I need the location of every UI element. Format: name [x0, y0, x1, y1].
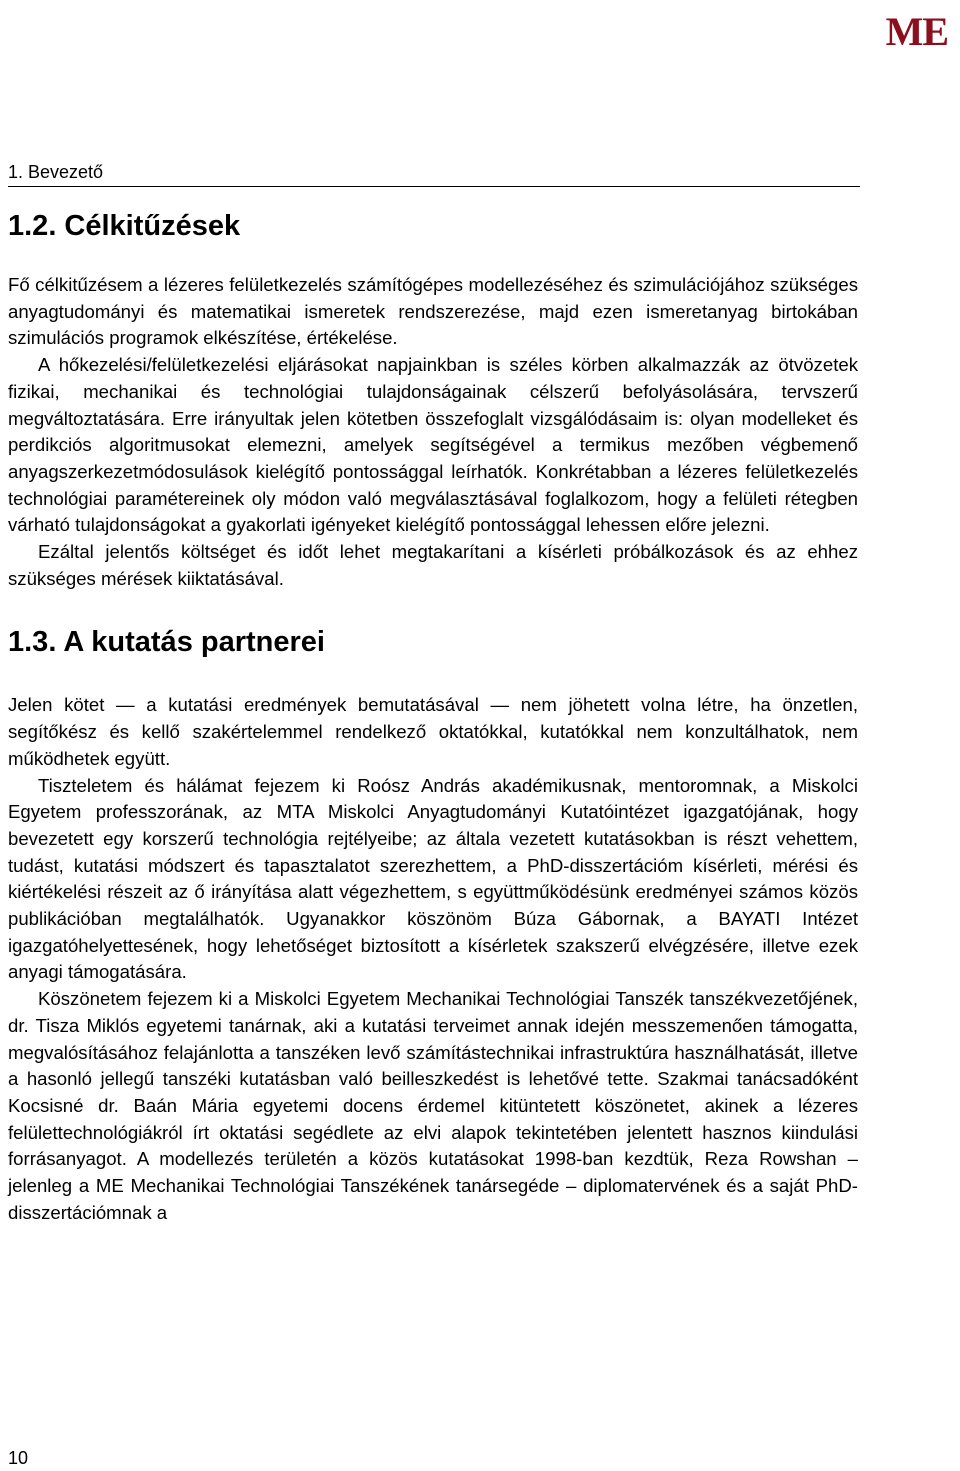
- aims-paragraph-1: Fő célkitűzésem a lézeres felületkezelés számítógépes modellezéséhez és szimulációjához szükséges anyagtudományi és matematikai ismeretek rendszerezése, majd ezen ismeretanyag birtokában szimulációs programok elkészítése, értékelése.: [8, 274, 858, 349]
- running-header: 1. Bevezető: [8, 160, 860, 187]
- partners-paragraph-3: Köszönetem fejezem ki a Miskolci Egyetem Mechanikai Technológiai Tanszék tanszékvezetőjének, dr. Tisza Miklós egyetemi tanárnak, aki a kutatási terveimet annak idején messzemenően támogatta, megvalósításához felajánlotta a tanszéken levő számítástechnikai infrastruktúra használhatását, illetve a hasonló jellegű tanszéki kutatásban való beilleszkedést is lehetővé tette. Szakmai tanácsadóként Kocsisné dr. Baán Mária egyetemi docens érdemel kitüntetett köszönetet, akinek a lézeres felülettechnológiákról írt oktatási segédlete az elvi alapok tekintetében jelentett hasznos kiindulási forrásanyagot. A modellezés területén a közös kutatásokat 1998-ban kezdtük, Reza Rowshan – jelenleg a ME Mechanikai Technológiai Tanszékének tanársegéde – diplomatervének és a saját PhD-disszertációmnak a: [8, 988, 858, 1223]
- partners-paragraph-2: Tiszteletem és hálámat fejezem ki Roósz András akadémikusnak, mentoromnak, a Miskolci Egyetem professzorának, az MTA Miskolci Anyagtudományi Kutatóintézet igazgatójának, hogy bevezetett egy korszerű technológia rejtélyeibe; az általa vezetett kutatásokban is részt vehettem, tudást, kutatási módszert és tapasztalatot szerezhettem, a PhD-disszertációm kísérleti, mérési és kiértékelési részeit az ő irányítása alatt végezhettem, s együttműködésünk eredményei számos közös publikációban megtalálhatók. Ugyanakkor köszönöm Búza Gábornak, a BAYATI Intézet igazgatóhelyettesének, hogy lehetőséget biztosított a kísérletek szakszerű elvégzésére, illetve ezek anyagi támogatására.: [8, 774, 858, 983]
- section-heading-aims: 1.2. Célkitűzések: [8, 210, 241, 242]
- partners-paragraph-1: Jelen kötet — a kutatási eredmények bemutatásával — nem jöhetett volna létre, ha önzetlen, segítőkész és kellő szakértelemmel rendelkező oktatókkal, kutatókkal nem konzultálhatok, nem működhetek együtt.: [8, 694, 858, 769]
- page-number: 10: [8, 1448, 29, 1468]
- me-logo: ME: [885, 9, 948, 54]
- aims-paragraph-3: Ezáltal jelentős költséget és időt lehet megtakarítani a kísérleti próbálkozások és az ehhez szükséges mérések kiiktatásával.: [8, 541, 858, 589]
- aims-paragraph-2: A hőkezelési/felületkezelési eljárásokat napjainkban is széles körben alkalmazzák az ötvözetek fizikai, mechanikai és technológiai tulajdonságainak célszerű befolyásolására, tervszerű megváltoztatására. Erre irányultak jelen kötetben összefoglalt vizsgálódásaim is: olyan modelleket és perdikciós algoritmusokat elemezni, amelyek segítségével a termikus mezőben végbemenő anyagszerkezetmódosulások kielégítő pontossággal leírhatók. Konkrétabban a lézeres felületkezelés technológiai paramétereinek oly módon való megválasztásával foglalkozom, hogy a felületi rétegben várható tulajdonságokat a gyakorlati igényeket kielégítő pontossággal lehessen előre jelezni.: [8, 354, 858, 536]
- section-heading-partners: 1.3. A kutatás partnerei: [8, 626, 325, 659]
- page-content: [8, 200, 858, 1227]
